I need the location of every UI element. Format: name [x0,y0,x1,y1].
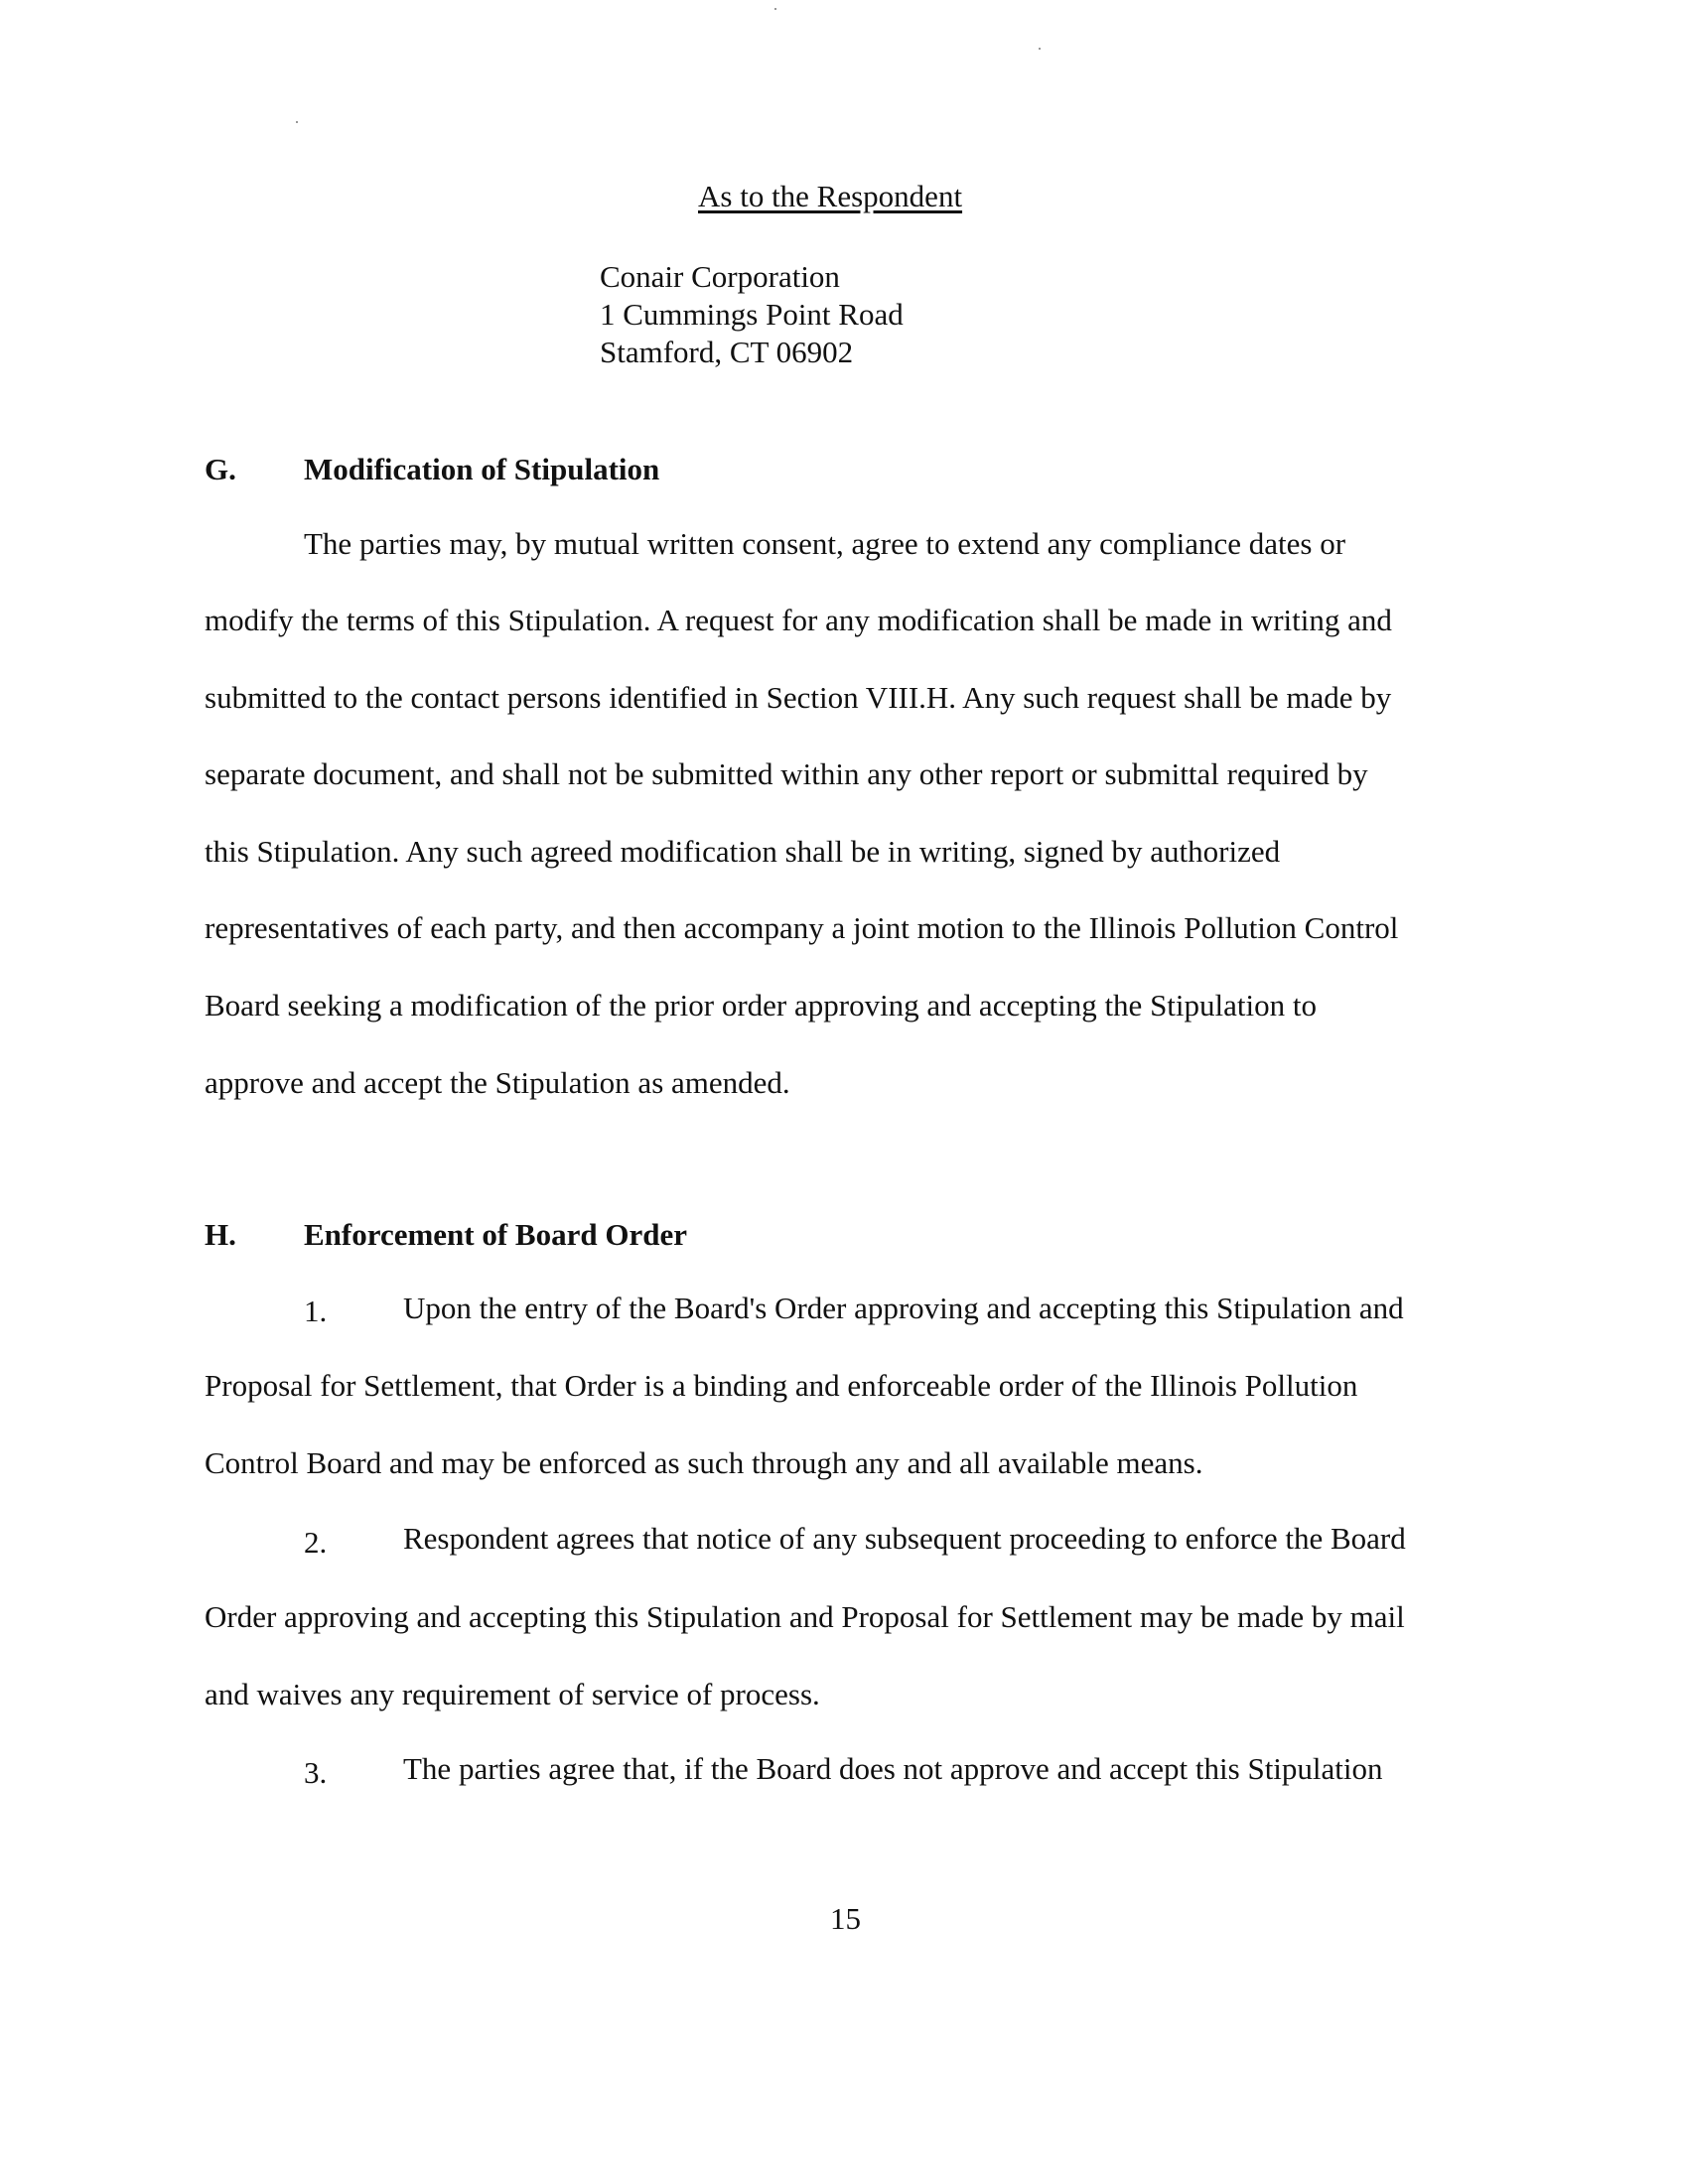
paragraph-line: Proposal for Settlement, that Order is a binding and enforceable order of the Illinois Pollution [205,1368,1358,1403]
item-number: 3. [304,1755,328,1790]
paragraph-line: modify the terms of this Stipulation. A request for any modification shall be made in writing and [205,603,1392,637]
paragraph-line: Board seeking a modification of the prior order approving and accepting the Stipulation to [205,988,1317,1023]
address-line: Conair Corporation [600,259,840,294]
paragraph-line: representatives of each party, and then accompany a joint motion to the Illinois Pollution Control [205,910,1399,945]
page-number: 15 [830,1901,861,1936]
paragraph-line: Respondent agrees that notice of any subsequent proceeding to enforce the Board [403,1521,1406,1556]
paragraph-line: The parties agree that, if the Board does not approve and accept this Stipulation [403,1751,1383,1786]
respondent-heading: As to the Respondent [698,179,963,213]
paragraph-line: Order approving and accepting this Stipulation and Proposal for Settlement may be made by mail [205,1599,1405,1634]
paragraph-line: approve and accept the Stipulation as amended. [205,1065,790,1100]
item-number: 1. [304,1294,328,1328]
section-title: Modification of Stipulation [304,452,660,486]
address-line: 1 Cummings Point Road [600,297,904,332]
paragraph-line: separate document, and shall not be submitted within any other report or submittal required by [205,756,1368,791]
section-letter: H. [205,1217,236,1252]
scan-speck [774,8,776,10]
scan-speck [1039,48,1041,50]
item-number: 2. [304,1525,328,1560]
paragraph-line: this Stipulation. Any such agreed modification shall be in writing, signed by authorized [205,834,1281,869]
paragraph-line: and waives any requirement of service of process. [205,1677,820,1711]
section-g-heading [205,452,659,487]
respondent-address [600,258,904,371]
scan-speck [296,121,298,123]
paragraph-line: The parties may, by mutual written consent, agree to extend any compliance dates or [304,526,1346,561]
section-letter: G. [205,452,236,486]
section-h-heading [205,1217,687,1253]
paragraph-line: submitted to the contact persons identified in Section VIII.H. Any such request shall be made by [205,680,1392,715]
paragraph-line: Upon the entry of the Board's Order approving and accepting this Stipulation and [403,1291,1404,1325]
address-line: Stamford, CT 06902 [600,335,854,369]
section-title: Enforcement of Board Order [304,1217,687,1252]
paragraph-line: Control Board and may be enforced as such through any and all available means. [205,1445,1203,1480]
